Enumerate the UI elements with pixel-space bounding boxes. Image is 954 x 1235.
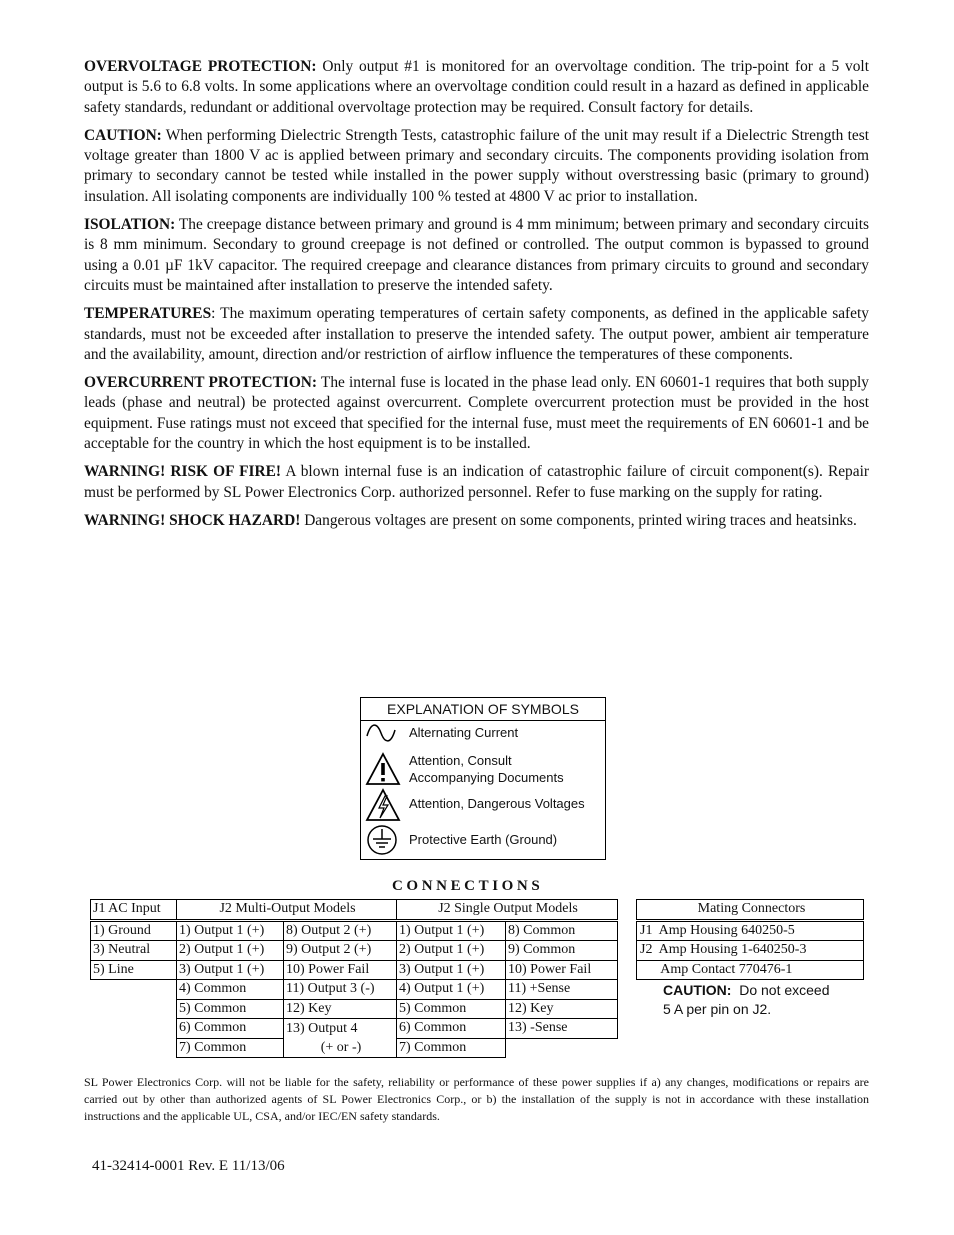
para-heading: ISOLATION: (84, 216, 176, 234)
para-text: Dangerous voltages are present on some components, printed wiring traces and heatsinks. (300, 511, 857, 529)
table-cell: 5) Line (91, 960, 177, 980)
table-row (91, 960, 618, 980)
protective-earth-icon (365, 824, 399, 861)
symbol-row (361, 824, 605, 856)
para-text: The internal fuse is located in the phase lead only. EN 60601-1 requires that both supply leads (phase and neutral) be protected against overcurrent. Complete overcurrent protection must be provided in the host equipment. Fuse ratings must not exceed that specified for the internal fuse, must meet the requirements of EN 60601-1 and be acceptable for the country in which the host equipment is to be installed. (84, 374, 869, 453)
table-cell: 4) Common (177, 980, 284, 1000)
table-cell: J1 Amp Housing 640250-5 (637, 920, 864, 941)
table-cell: 9) Common (506, 941, 618, 961)
table-row (637, 960, 864, 980)
table-cell-empty (91, 999, 177, 1019)
safety-text (84, 57, 869, 539)
alternating-current-icon (365, 724, 397, 747)
table-cell: 1) Output 1 (+) (397, 920, 506, 941)
table-cell: 8) Output 2 (+) (284, 920, 397, 941)
fire-warning-paragraph (84, 462, 869, 503)
table-cell: 11) Output 3 (-) (284, 980, 397, 1000)
symbol-row (361, 752, 605, 788)
para-text: A blown internal fuse is an indication of catastrophic failure of circuit component(s). Repair must be performed by SL Power Electronics Corp. authorized personnel. Refer to fuse marking on the supply for rating. (84, 463, 869, 501)
table-cell: 9) Output 2 (+) (284, 941, 397, 961)
table-cell: 13) -Sense (506, 1019, 618, 1039)
symbols-box (360, 697, 606, 860)
table-cell-empty (506, 1038, 618, 1058)
table-cell: (+ or -) (284, 1038, 397, 1058)
para-text: The creepage distance between primary and ground is 4 mm minimum; between primary and secondary circuits is 8 mm minimum. Secondary to ground creepage is not defined or controlled. The output common is bypassed to ground using a 0.01 µF 1kV capacitor. The required creepage and clearance distances from primary circuits to ground and secondary circuits must be maintained after installation to preserve the intended safety. (84, 216, 869, 294)
mating-header: Mating Connectors (637, 900, 864, 921)
overvoltage-paragraph (84, 57, 869, 118)
shock-warning-paragraph (84, 511, 869, 531)
document-number: 41-32414-0001 Rev. E 11/13/06 (92, 1158, 285, 1174)
symbol-label: Protective Earth (Ground) (409, 832, 558, 847)
para-heading: WARNING! SHOCK HAZARD! (84, 511, 301, 529)
table-cell-empty (91, 1038, 177, 1058)
para-text: : The maximum operating temperatures of certain safety components, as defined in the applicable safety standards, must not be exceeded after installation to preserve the intended safety. The output power, ambient air temperature and the availability, amount, direction and/or restriction of airflow influence the temperatures of these components. (84, 305, 869, 363)
table-cell: 4) Output 1 (+) (397, 980, 506, 1000)
table-cell: 5) Common (177, 999, 284, 1019)
overcurrent-paragraph (84, 373, 869, 454)
j2-multi-header: J2 Multi-Output Models (177, 900, 397, 921)
table-cell-empty (91, 980, 177, 1000)
dangerous-voltage-icon (365, 788, 401, 827)
para-text: When performing Dielectric Strength Tests, catastrophic failure of the unit may result if a Dielectric Strength test voltage greater than 1800 V ac is applied between primary and secondary circuits. The components providing isolation from primary to secondary cannot be tested while installed in the power supply without overstressing basic (primary to ground) insulation. All isolating components are individually 100 % tested at 4800 V ac prior to installation. (84, 126, 869, 205)
table-cell: 2) Output 1 (+) (397, 941, 506, 961)
table-header-row (637, 900, 864, 921)
table-cell: 6) Common (177, 1019, 284, 1039)
table-cell: 3) Output 1 (+) (177, 960, 284, 980)
j2-single-header: J2 Single Output Models (397, 900, 618, 921)
symbol-label: Alternating Current (409, 725, 519, 740)
table-header-row (91, 900, 618, 921)
table-cell: 1) Ground (91, 920, 177, 941)
table-cell: 10) Power Fail (284, 960, 397, 980)
table-row (91, 1038, 618, 1058)
mating-caution (663, 981, 830, 1019)
caution-paragraph (84, 126, 869, 207)
table-cell: 3) Neutral (91, 941, 177, 961)
table-cell: 7) Common (397, 1038, 506, 1058)
table-cell: 10) Power Fail (506, 960, 618, 980)
temperatures-paragraph (84, 304, 869, 365)
para-text: Only output #1 is monitored for an overvoltage condition. The trip-point for a 5 volt output is 5.6 to 6.8 volts. In some applications where an overvoltage condition could result in a hazard as defined in applicable safety standards, redundant or additional overvoltage protection may be required. Consult factory for details. (84, 58, 869, 116)
para-heading: TEMPERATURES (84, 305, 212, 323)
table-cell: 5) Common (397, 999, 506, 1019)
table-row (91, 999, 618, 1019)
table-cell: 13) Output 4 (284, 1019, 397, 1039)
table-row (91, 1019, 618, 1039)
caution-text: 5 A per pin on J2. (663, 1001, 772, 1017)
symbol-label: Attention, Consult Accompanying Documents (409, 753, 564, 785)
para-heading: CAUTION: (84, 126, 162, 144)
symbol-row (361, 722, 605, 744)
connections-title: CONNECTIONS (392, 878, 544, 894)
para-heading: OVERCURRENT PROTECTION: (84, 374, 318, 392)
para-heading: OVERVOLTAGE PROTECTION: (84, 58, 317, 75)
table-cell: 12) Key (506, 999, 618, 1019)
table-cell: J2 Amp Housing 1-640250-3 (637, 941, 864, 961)
connections-table (90, 899, 618, 1058)
table-cell: 12) Key (284, 999, 397, 1019)
mating-connectors-table (636, 899, 864, 980)
caution-label: CAUTION: (663, 982, 732, 998)
attention-icon (365, 752, 401, 791)
table-cell: 11) +Sense (506, 980, 618, 1000)
table-cell: 7) Common (177, 1038, 284, 1058)
table-cell: 6) Common (397, 1019, 506, 1039)
table-cell: 3) Output 1 (+) (397, 960, 506, 980)
table-row (91, 980, 618, 1000)
para-heading: WARNING! RISK OF FIRE! (84, 463, 282, 481)
symbol-row (361, 788, 605, 822)
table-cell: 8) Common (506, 920, 618, 941)
isolation-paragraph (84, 215, 869, 296)
table-cell: 2) Output 1 (+) (177, 941, 284, 961)
table-row (637, 920, 864, 941)
j1-header: J1 AC Input (91, 900, 177, 921)
caution-text: Do not exceed (731, 982, 830, 998)
liability-disclaimer: SL Power Electronics Corp. will not be liable for the safety, reliability or performance of these power supplies if a) any changes, modifications or repairs are carried out by other than authorized agents of SL Power Electronics Corp., or b) the installation of the supply is not in accordance with these installation instructions and the applicable UL, CSA, and/or IEC/EN safety standards. (84, 1075, 869, 1123)
table-cell-empty (91, 1019, 177, 1039)
table-cell: 1) Output 1 (+) (177, 920, 284, 941)
table-row (91, 920, 618, 941)
table-row (637, 941, 864, 961)
table-row (91, 941, 618, 961)
symbols-title: EXPLANATION OF SYMBOLS (361, 698, 605, 721)
table-cell: Amp Contact 770476-1 (637, 960, 864, 980)
symbol-label: Attention, Dangerous Voltages (409, 796, 585, 811)
